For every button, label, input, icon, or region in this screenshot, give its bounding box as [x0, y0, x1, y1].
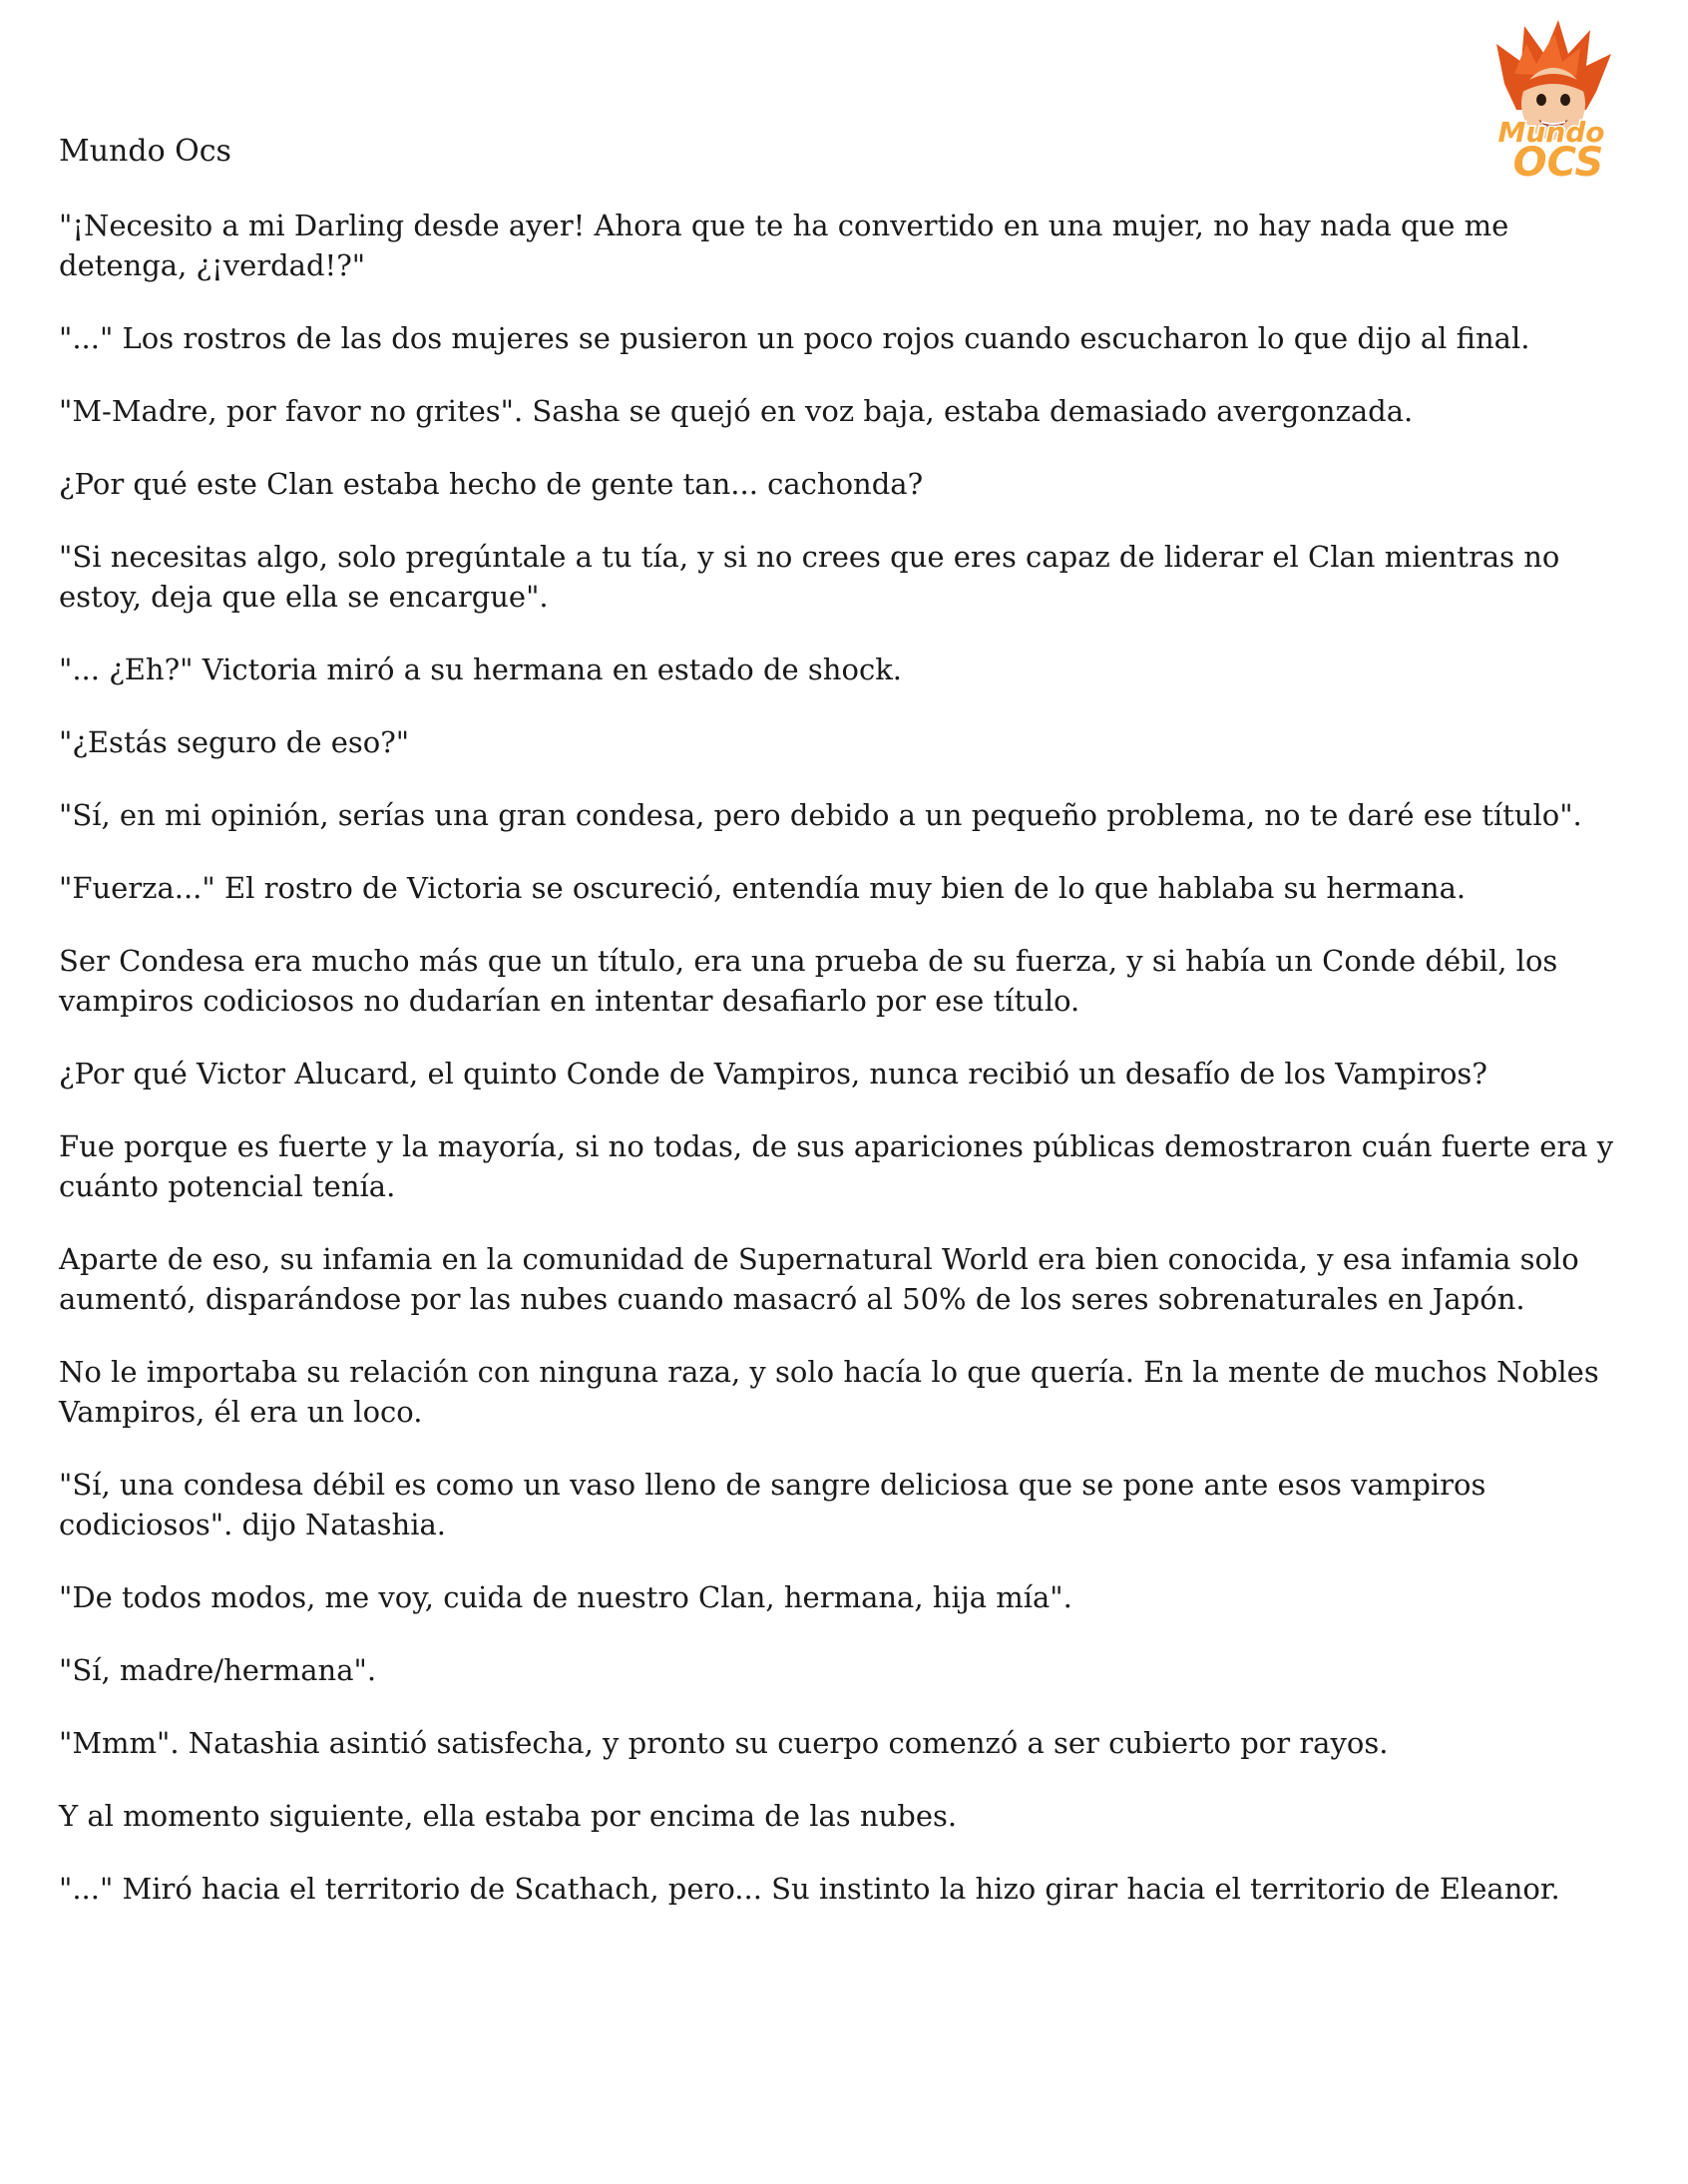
paragraph: "Sí, madre/hermana".	[59, 1653, 377, 1687]
paragraph: "¡Necesito a mi Darling desde ayer! Ahora que te ha convertido en una mujer, no hay nada que me detenga, ¿¡verdad!?"	[59, 209, 1509, 282]
logo-text	[1497, 116, 1604, 184]
paragraph: ¿Por qué este Clan estaba hecho de gente tan... cachonda?	[59, 467, 924, 501]
logo-text-line2: OCS	[1512, 140, 1604, 184]
document-title: Mundo Ocs	[59, 134, 231, 169]
logo-text-line1: Mundo	[1497, 116, 1605, 149]
paragraph: "..." Los rostros de las dos mujeres se pusieron un poco rojos cuando escucharon lo que dijo al final.	[59, 321, 1530, 355]
paragraph: "Si necesitas algo, solo pregúntale a tu tía, y si no crees que eres capaz de liderar el Clan mientras no estoy, deja que ella se encargue".	[59, 540, 1560, 614]
document-body	[59, 206, 1635, 1942]
paragraph: "M-Madre, por favor no grites". Sasha se quejó en voz baja, estaba demasiado avergonzada.	[59, 394, 1414, 428]
paragraph: "Fuerza..." El rostro de Victoria se oscureció, entendía muy bien de lo que hablaba su hermana.	[59, 871, 1467, 905]
paragraph: "Sí, en mi opinión, serías una gran condesa, pero debido a un pequeño problema, no te daré ese título".	[59, 798, 1582, 832]
paragraph: Fue porque es fuerte y la mayoría, si no todas, de sus apariciones públicas demostraron cuán fuerte era y cuánto potencial tenía.	[59, 1129, 1614, 1203]
paragraph: No le importaba su relación con ninguna raza, y solo hacía lo que quería. En la mente de muchos Nobles Vampiros, él era un loco.	[59, 1355, 1599, 1429]
paragraph: "De todos modos, me voy, cuida de nuestro Clan, hermana, hija mía".	[59, 1580, 1072, 1614]
paragraph: Aparte de eso, su infamia en la comunidad de Supernatural World era bien conocida, y esa infamia solo aumentó, disparándose por las nubes cuando masacró al 50% de los seres sobrenaturales en Japón.	[59, 1242, 1579, 1316]
paragraph: ¿Por qué Victor Alucard, el quinto Conde de Vampiros, nunca recibió un desafío de los Vampiros?	[59, 1057, 1487, 1091]
paragraph: "Mmm". Natashia asintió satisfecha, y pronto su cuerpo comenzó a ser cubierto por rayos.	[59, 1726, 1389, 1760]
paragraph: "..." Miró hacia el territorio de Scathach, pero... Su instinto la hizo girar hacia el territorio de Eleanor.	[59, 1872, 1560, 1906]
paragraph: Y al momento siguiente, ella estaba por encima de las nubes.	[59, 1799, 958, 1833]
paragraph: Ser Condesa era mucho más que un título, era una prueba de su fuerza, y si había un Conde débil, los vampiros codiciosos no dudarían en intentar desafiarlo por ese título.	[59, 944, 1558, 1018]
mundo-ocs-logo	[1467, 14, 1636, 184]
paragraph: "Sí, una condesa débil es como un vaso lleno de sangre deliciosa que se pone ante esos vampiros codiciosos". dijo Natashia.	[59, 1468, 1486, 1541]
paragraph: "... ¿Eh?" Victoria miró a su hermana en estado de shock.	[59, 653, 902, 686]
paragraph: "¿Estás seguro de eso?"	[59, 725, 410, 759]
